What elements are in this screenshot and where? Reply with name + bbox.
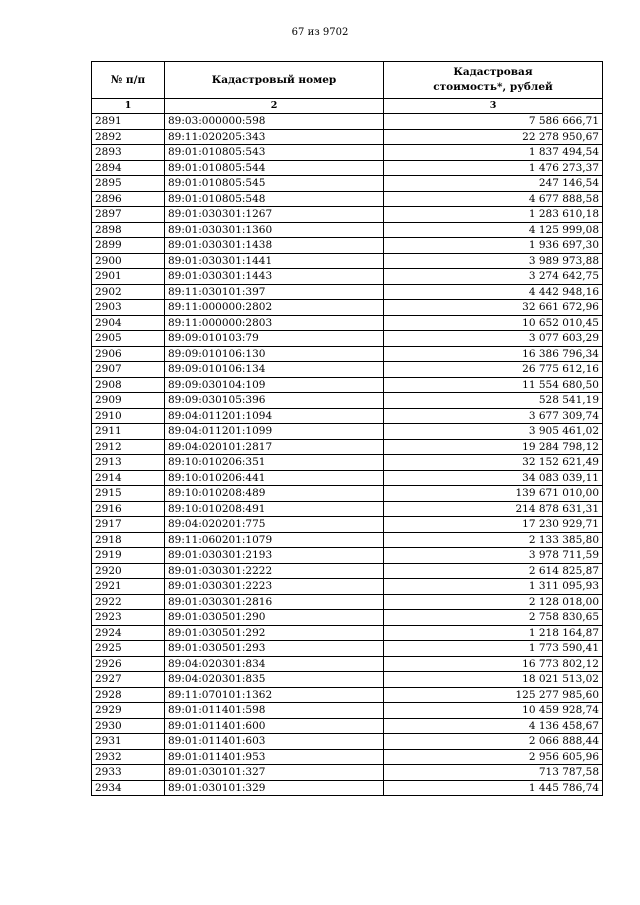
- cadastral-value: 4 442 948,16: [384, 284, 603, 300]
- row-number: 2924: [92, 625, 165, 641]
- table-row: [92, 145, 603, 161]
- cadastral-value: 7 586 666,71: [384, 114, 603, 130]
- cadastral-number: 89:01:010805:545: [165, 176, 384, 192]
- cadastral-number: 89:10:010206:441: [165, 470, 384, 486]
- cadastral-number: 89:11:020205:343: [165, 129, 384, 145]
- table-row: [92, 238, 603, 254]
- cadastral-number: 89:03:000000:598: [165, 114, 384, 130]
- cadastral-value: 3 978 711,59: [384, 548, 603, 564]
- table-row: [92, 532, 603, 548]
- table-row: [92, 300, 603, 316]
- cadastral-number: 89:09:030104:109: [165, 377, 384, 393]
- cadastral-value: 125 277 985,60: [384, 687, 603, 703]
- table-row: [92, 160, 603, 176]
- row-number: 2901: [92, 269, 165, 285]
- row-number: 2905: [92, 331, 165, 347]
- cadastral-number: 89:01:030301:1267: [165, 207, 384, 223]
- cadastral-value: 19 284 798,12: [384, 439, 603, 455]
- row-number: 2918: [92, 532, 165, 548]
- table-row: [92, 610, 603, 626]
- table-row: [92, 765, 603, 781]
- cadastral-number: 89:01:030301:2223: [165, 579, 384, 595]
- row-number: 2928: [92, 687, 165, 703]
- cadastral-value: 16 386 796,34: [384, 346, 603, 362]
- row-number: 2903: [92, 300, 165, 316]
- row-number: 2915: [92, 486, 165, 502]
- row-number: 2900: [92, 253, 165, 269]
- row-number: 2929: [92, 703, 165, 719]
- row-number: 2919: [92, 548, 165, 564]
- table-row: [92, 129, 603, 145]
- cadastral-value: 34 083 039,11: [384, 470, 603, 486]
- cadastral-number: 89:01:030501:293: [165, 641, 384, 657]
- cadastral-number: 89:01:030501:292: [165, 625, 384, 641]
- table-row: [92, 486, 603, 502]
- row-number: 2891: [92, 114, 165, 130]
- table-row: [92, 579, 603, 595]
- cadastral-number: 89:11:000000:2802: [165, 300, 384, 316]
- cadastral-value: 2 133 385,80: [384, 532, 603, 548]
- cadastral-value: 1 445 786,74: [384, 780, 603, 796]
- row-number: 2907: [92, 362, 165, 378]
- cadastral-number: 89:01:030101:327: [165, 765, 384, 781]
- cadastral-number: 89:11:000000:2803: [165, 315, 384, 331]
- cadastral-number: 89:10:010206:351: [165, 455, 384, 471]
- cadastral-number: 89:10:010208:489: [165, 486, 384, 502]
- cadastral-value: 22 278 950,67: [384, 129, 603, 145]
- cadastral-value: 3 274 642,75: [384, 269, 603, 285]
- row-number: 2916: [92, 501, 165, 517]
- row-number: 2920: [92, 563, 165, 579]
- table-header-row: [92, 62, 603, 99]
- cadastral-number: 89:01:011401:598: [165, 703, 384, 719]
- cadastral-number: 89:04:011201:1094: [165, 408, 384, 424]
- cadastral-number: 89:09:030105:396: [165, 393, 384, 409]
- cadastral-value: 26 775 612,16: [384, 362, 603, 378]
- table-row: [92, 331, 603, 347]
- row-number: 2934: [92, 780, 165, 796]
- cadastral-value: 1 218 164,87: [384, 625, 603, 641]
- row-number: 2932: [92, 749, 165, 765]
- table-row: [92, 253, 603, 269]
- cadastral-value: 2 956 605,96: [384, 749, 603, 765]
- cadastral-number: 89:01:030301:1441: [165, 253, 384, 269]
- cadastral-value: 1 283 610,18: [384, 207, 603, 223]
- row-number: 2933: [92, 765, 165, 781]
- table-row: [92, 548, 603, 564]
- table-row: [92, 284, 603, 300]
- cadastral-number: 89:04:020201:775: [165, 517, 384, 533]
- cadastral-number: 89:09:010106:130: [165, 346, 384, 362]
- cadastral-number: 89:01:030301:2222: [165, 563, 384, 579]
- row-number: 2893: [92, 145, 165, 161]
- cadastral-value: 10 459 928,74: [384, 703, 603, 719]
- table-row: [92, 191, 603, 207]
- cadastral-value: 247 146,54: [384, 176, 603, 192]
- cadastral-value: 4 136 458,67: [384, 718, 603, 734]
- cadastral-value: 713 787,58: [384, 765, 603, 781]
- row-number: 2925: [92, 641, 165, 657]
- row-number: 2904: [92, 315, 165, 331]
- cadastral-number: 89:09:010106:134: [165, 362, 384, 378]
- table-row: [92, 377, 603, 393]
- table-row: [92, 346, 603, 362]
- table-row: [92, 703, 603, 719]
- table-row: [92, 269, 603, 285]
- cadastral-value: 3 077 603,29: [384, 331, 603, 347]
- row-number: 2906: [92, 346, 165, 362]
- column-index-row: [92, 99, 603, 114]
- table-row: [92, 439, 603, 455]
- cadastral-number: 89:01:030301:1438: [165, 238, 384, 254]
- row-number: 2931: [92, 734, 165, 750]
- cadastral-value: 3 905 461,02: [384, 424, 603, 440]
- cadastral-value: 18 021 513,02: [384, 672, 603, 688]
- cadastral-number: 89:01:010805:544: [165, 160, 384, 176]
- row-number: 2898: [92, 222, 165, 238]
- row-number: 2911: [92, 424, 165, 440]
- cadastral-value: 2 614 825,87: [384, 563, 603, 579]
- row-number: 2899: [92, 238, 165, 254]
- row-number: 2926: [92, 656, 165, 672]
- header-cadastral-value: [384, 62, 603, 99]
- row-number: 2913: [92, 455, 165, 471]
- row-number: 2922: [92, 594, 165, 610]
- cadastral-number: 89:04:011201:1099: [165, 424, 384, 440]
- table-row: [92, 780, 603, 796]
- table-row: [92, 501, 603, 517]
- cadastral-value: 32 152 621,49: [384, 455, 603, 471]
- table-row: [92, 687, 603, 703]
- row-number: 2895: [92, 176, 165, 192]
- cadastral-number: 89:11:030101:397: [165, 284, 384, 300]
- row-number: 2896: [92, 191, 165, 207]
- cadastral-number: 89:01:030301:2193: [165, 548, 384, 564]
- table-row: [92, 176, 603, 192]
- table-row: [92, 222, 603, 238]
- row-number: 2914: [92, 470, 165, 486]
- table-row: [92, 749, 603, 765]
- table-row: [92, 718, 603, 734]
- table-row: [92, 734, 603, 750]
- column-index-1: 1: [92, 99, 165, 114]
- row-number: 2909: [92, 393, 165, 409]
- cadastral-number: 89:04:020301:834: [165, 656, 384, 672]
- row-number: 2897: [92, 207, 165, 223]
- row-number: 2892: [92, 129, 165, 145]
- cadastral-value: 2 128 018,00: [384, 594, 603, 610]
- cadastral-number: 89:11:070101:1362: [165, 687, 384, 703]
- table-row: [92, 114, 603, 130]
- page-number: 67 из 9702: [291, 27, 349, 38]
- cadastral-number: 89:10:010208:491: [165, 501, 384, 517]
- cadastral-value: 32 661 672,96: [384, 300, 603, 316]
- cadastral-number: 89:01:030301:1443: [165, 269, 384, 285]
- column-index-2: 2: [165, 99, 384, 114]
- table-row: [92, 641, 603, 657]
- row-number: 2912: [92, 439, 165, 455]
- cadastral-value: 3 677 309,74: [384, 408, 603, 424]
- cadastral-value: 11 554 680,50: [384, 377, 603, 393]
- table-row: [92, 362, 603, 378]
- cadastral-value: 528 541,19: [384, 393, 603, 409]
- row-number: 2894: [92, 160, 165, 176]
- row-number: 2921: [92, 579, 165, 595]
- cadastral-number: 89:04:020101:2817: [165, 439, 384, 455]
- cadastral-value: 3 989 973,88: [384, 253, 603, 269]
- row-number: 2917: [92, 517, 165, 533]
- cadastral-number: 89:01:011401:953: [165, 749, 384, 765]
- table-body: [92, 114, 603, 796]
- cadastral-value: 139 671 010,00: [384, 486, 603, 502]
- cadastral-value: 1 837 494,54: [384, 145, 603, 161]
- header-cadastral-number: Кадастровый номер: [165, 62, 384, 99]
- table-row: [92, 393, 603, 409]
- cadastral-value: 1 936 697,30: [384, 238, 603, 254]
- cadastral-value: 4 677 888,58: [384, 191, 603, 207]
- cadastral-number: 89:09:010103:79: [165, 331, 384, 347]
- cadastral-value: 16 773 802,12: [384, 656, 603, 672]
- table-row: [92, 517, 603, 533]
- cadastral-number: 89:01:010805:548: [165, 191, 384, 207]
- cadastral-value: 4 125 999,08: [384, 222, 603, 238]
- row-number: 2930: [92, 718, 165, 734]
- cadastral-value: 10 652 010,45: [384, 315, 603, 331]
- cadastral-value: 2 758 830,65: [384, 610, 603, 626]
- cadastral-value: 1 311 095,93: [384, 579, 603, 595]
- table-row: [92, 672, 603, 688]
- table-row: [92, 455, 603, 471]
- row-number: 2927: [92, 672, 165, 688]
- cadastral-number: 89:01:010805:543: [165, 145, 384, 161]
- cadastral-number: 89:01:030501:290: [165, 610, 384, 626]
- header-number: № п/п: [92, 62, 165, 99]
- cadastral-number: 89:01:011401:603: [165, 734, 384, 750]
- table-row: [92, 470, 603, 486]
- cadastral-value: 2 066 888,44: [384, 734, 603, 750]
- row-number: 2923: [92, 610, 165, 626]
- table-row: [92, 408, 603, 424]
- table-row: [92, 625, 603, 641]
- table-row: [92, 315, 603, 331]
- table-row: [92, 656, 603, 672]
- cadastral-value: 214 878 631,31: [384, 501, 603, 517]
- cadastral-value: 1 773 590,41: [384, 641, 603, 657]
- row-number: 2910: [92, 408, 165, 424]
- cadastral-number: 89:01:011401:600: [165, 718, 384, 734]
- cadastral-value: 17 230 929,71: [384, 517, 603, 533]
- table-row: [92, 563, 603, 579]
- row-number: 2902: [92, 284, 165, 300]
- column-index-3: 3: [384, 99, 603, 114]
- cadastral-number: 89:11:060201:1079: [165, 532, 384, 548]
- table-row: [92, 207, 603, 223]
- table-row: [92, 424, 603, 440]
- header-cadastral-value-text: Кадастровая стоимость*, рублей: [433, 66, 553, 93]
- row-number: 2908: [92, 377, 165, 393]
- cadastral-number: 89:01:030301:2816: [165, 594, 384, 610]
- cadastral-number: 89:01:030101:329: [165, 780, 384, 796]
- cadastral-number: 89:04:020301:835: [165, 672, 384, 688]
- cadastral-value-table: [91, 61, 603, 796]
- cadastral-value: 1 476 273,37: [384, 160, 603, 176]
- cadastral-number: 89:01:030301:1360: [165, 222, 384, 238]
- table-row: [92, 594, 603, 610]
